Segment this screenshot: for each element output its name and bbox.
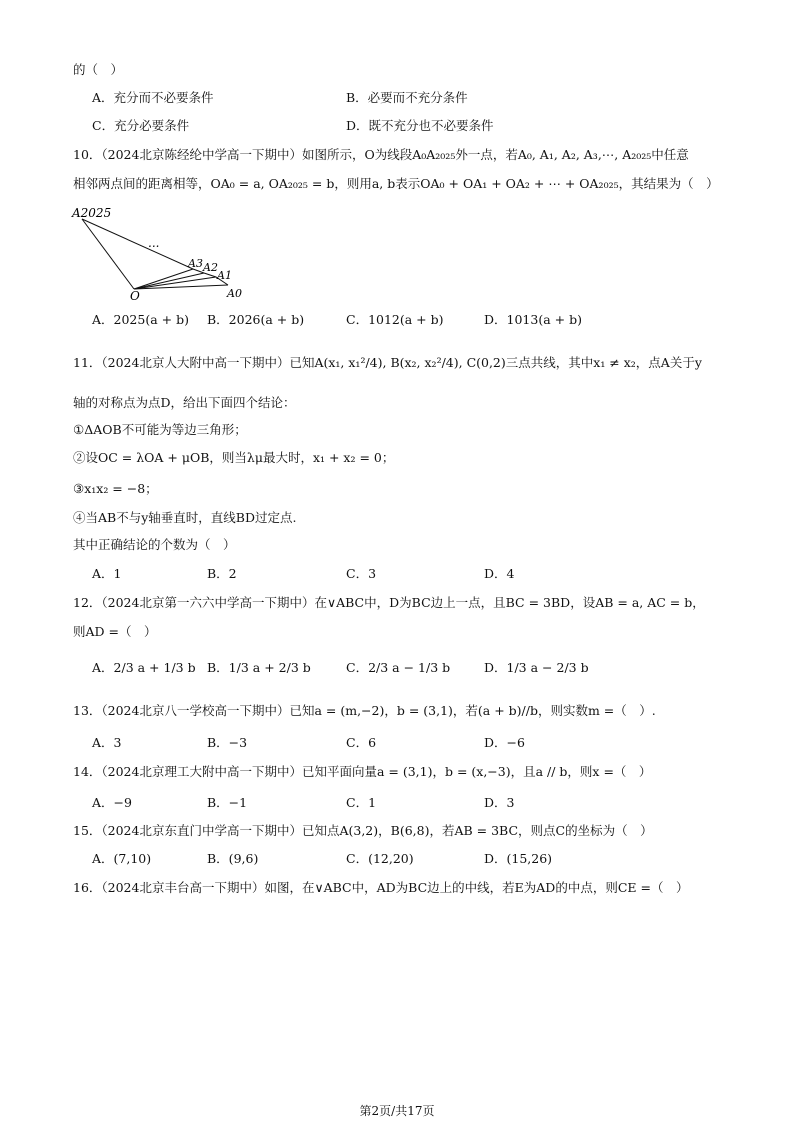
q11-stem-line2: 轴的对称点为点D，给出下面四个结论： bbox=[73, 395, 296, 410]
q14-option-a: A．−9 bbox=[92, 795, 132, 810]
q14-option-b: B．−1 bbox=[207, 795, 248, 810]
q13-option-d: D．−6 bbox=[484, 735, 525, 750]
q13-option-c: C．6 bbox=[346, 735, 377, 750]
q11-conclusion-2: ②设OC = λOA + μOB，则当λμ最大时，x₁ + x₂ = 0； bbox=[73, 450, 395, 465]
q13-option-b: B．−3 bbox=[207, 735, 248, 750]
q14-stem: 14．（2024北京理工大附中高一下期中）已知平面向量a = (3,1)，b = (x,−3)，且a // b，则x =（ ） bbox=[73, 764, 652, 779]
q10-stem-line1: 10．（2024北京陈经纶中学高一下期中）如图所示，O为线段A₀A₂₀₂₅外一点，若A₀, A₁, A₂, A₃,⋯, A₂₀₂₅中任意 bbox=[73, 147, 689, 162]
label-o: O bbox=[130, 289, 140, 300]
label-a1: A1 bbox=[217, 269, 232, 282]
q11-option-a: A．1 bbox=[92, 566, 122, 581]
q11-conclusion-3: ③x₁x₂ = −8； bbox=[73, 481, 158, 496]
q12-option-c: C．2/3 a − 1/3 b bbox=[346, 660, 451, 675]
q9-tail: 的（ ） bbox=[73, 62, 124, 77]
q9-option-d: D．既不充分也不必要条件 bbox=[346, 118, 494, 133]
label-a2: A2 bbox=[203, 261, 218, 274]
label-a0: A0 bbox=[227, 287, 242, 300]
q11-stem-line1: 11．（2024北京人大附中高一下期中）已知A(x₁, x₁²/4), B(x₂, x₂²/4), C(0,2)三点共线，其中x₁ ≠ x₂，点A关于y bbox=[73, 355, 702, 370]
q10-option-c: C．1012(a + b) bbox=[346, 312, 444, 327]
q11-option-d: D．4 bbox=[484, 566, 515, 581]
q15-stem: 15．（2024北京东直门中学高一下期中）已知点A(3,2)，B(6,8)，若AB = 3BC，则点C的坐标为（ ） bbox=[73, 823, 653, 838]
q9-option-c: C．充分必要条件 bbox=[92, 118, 190, 133]
q14-option-c: C．1 bbox=[346, 795, 377, 810]
q15-option-c: C．(12,20) bbox=[346, 851, 414, 866]
q10-stem-line2: 相邻两点间的距离相等，OA₀ = a, OA₂₀₂₅ = b，则用a, b表示OA₀ + OA₁ + OA₂ + ⋯ + OA₂₀₂₅，其结果为（ ） bbox=[73, 176, 719, 191]
q12-option-b: B．1/3 a + 2/3 b bbox=[207, 660, 311, 675]
q10-option-d: D．1013(a + b) bbox=[484, 312, 582, 327]
q12-stem-line2: 则AD =（ ） bbox=[73, 624, 157, 639]
q12-option-a: A．2/3 a + 1/3 b bbox=[92, 660, 196, 675]
q12-option-d: D．1/3 a − 2/3 b bbox=[484, 660, 589, 675]
page-number: 第2页/共17页 bbox=[359, 1104, 435, 1118]
label-a3: A3 bbox=[188, 257, 203, 270]
q15-option-b: B．(9,6) bbox=[207, 851, 259, 866]
q10-figure bbox=[70, 205, 250, 300]
q10-option-b: B．2026(a + b) bbox=[207, 312, 305, 327]
segment-a2025-a0 bbox=[82, 219, 228, 285]
q11-conclusion-1: ①ΔAOB不可能为等边三角形； bbox=[73, 422, 247, 437]
line-o-a3 bbox=[134, 269, 193, 289]
q9-option-b: B．必要而不充分条件 bbox=[346, 90, 468, 105]
label-a2025: A2025 bbox=[72, 206, 112, 220]
q14-option-d: D．3 bbox=[484, 795, 515, 810]
q13-stem: 13．（2024北京八一学校高一下期中）已知a = (m,−2)，b = (3,1)，若(a + b)//b，则实数m =（ ）. bbox=[73, 703, 656, 718]
q11-option-b: B．2 bbox=[207, 566, 237, 581]
line-o-a2025 bbox=[82, 219, 134, 289]
q11-conclusion-4: ④当AB不与y轴垂直时，直线BD过定点. bbox=[73, 510, 297, 525]
q12-stem-line1: 12．（2024北京第一六六中学高一下期中）在∨ABC中，D为BC边上一点，且BC = 3BD，设AB = a, AC = b， bbox=[73, 595, 705, 610]
q15-option-a: A．(7,10) bbox=[92, 851, 152, 866]
q11-question: 其中正确结论的个数为（ ） bbox=[73, 537, 236, 552]
q13-option-a: A．3 bbox=[92, 735, 122, 750]
q16-stem: 16．（2024北京丰台高一下期中）如图，在∨ABC中，AD为BC边上的中线，若E为AD的中点，则CE =（ ） bbox=[73, 880, 689, 895]
q9-option-a: A．充分而不必要条件 bbox=[92, 90, 214, 105]
q15-option-d: D．(15,26) bbox=[484, 851, 553, 866]
label-dots: ... bbox=[148, 236, 160, 250]
q10-option-a: A．2025(a + b) bbox=[92, 312, 189, 327]
q11-option-c: C．3 bbox=[346, 566, 377, 581]
